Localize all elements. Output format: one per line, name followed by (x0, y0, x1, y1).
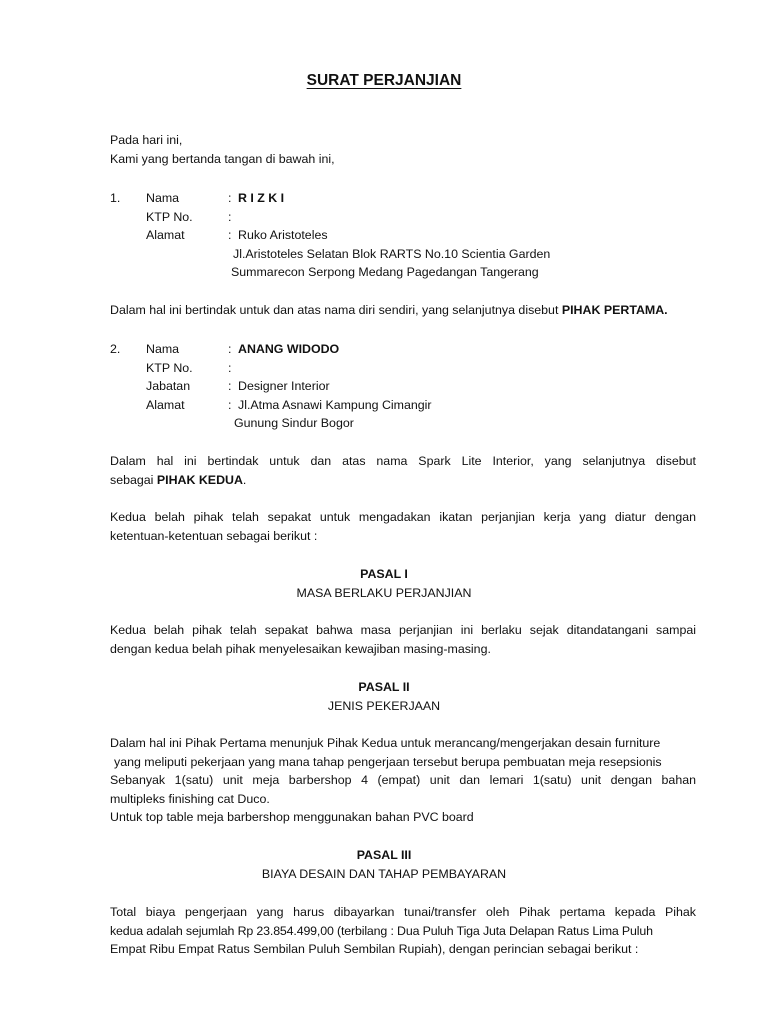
party-1-ktp-row (110, 208, 696, 227)
party-2-name-row (110, 340, 696, 359)
field-label: Alamat (146, 228, 185, 243)
intro-line: Kami yang bertanda tangan di bawah ini, (110, 151, 335, 166)
field-label: Nama (146, 191, 180, 205)
pasal-2-paragraph (110, 734, 696, 827)
party-number: 1. (110, 191, 121, 205)
party-2-role-prefix: sebagai (110, 472, 157, 487)
pasal-3-paragraph (110, 903, 696, 959)
party-2-address-line: Gunung Sindur Bogor (234, 416, 354, 431)
field-label: Jabatan (146, 379, 191, 394)
party-1-role-name: PIHAK PERTAMA. (561, 303, 668, 317)
field-colon: : (228, 342, 232, 356)
party-2-ktp-row (110, 359, 696, 378)
pasal-1-subheading: MASA BERLAKU PERJANJIAN (296, 586, 472, 600)
intro-line: Pada hari ini, (110, 133, 183, 147)
party-1-role (110, 301, 696, 320)
party-1-block (110, 189, 696, 282)
party-1-name-row (110, 189, 696, 208)
party-1-address-row (110, 226, 696, 245)
field-label: KTP No. (146, 360, 193, 375)
party-2-address-row (110, 396, 696, 415)
pasal-1-paragraph (110, 621, 696, 658)
party-2-block (110, 340, 696, 433)
paragraph-line: Dalam hal ini bertindak untuk dan atas nama Spark Lite Interior, yang selanjutnya disebut (110, 454, 696, 468)
paragraph-line: Untuk top table meja barbershop menggunakan bahan PVC board (110, 810, 474, 825)
party-2-position-value: Designer Interior (238, 379, 330, 394)
party-2-address-value: Jl.Atma Asnawi Kampung Cimangir (238, 397, 432, 412)
field-colon: : (228, 191, 232, 205)
party-1-address-line: Summarecon Serpong Medang Pagedangan Tangerang (231, 265, 539, 280)
paragraph-line: Kedua belah pihak telah sepakat untuk mengadakan ikatan perjanjian kerja yang diatur dengan (110, 510, 696, 524)
paragraph-line: yang meliputi pekerjaan yang mana tahap pengerjaan tersebut berupa pembuatan meja resepsionis (114, 754, 662, 769)
field-colon: : (228, 360, 232, 375)
field-label: Nama (146, 342, 180, 356)
pasal-1-heading: PASAL I (360, 567, 408, 581)
pasal-3-heading: PASAL III (356, 848, 412, 862)
party-1-name-value: R I Z K I (238, 191, 285, 205)
party-2-role (110, 452, 696, 489)
party-2-name-value: ANANG WIDODO (238, 342, 340, 356)
paragraph-line: ketentuan-ketentuan sebagai berikut : (110, 528, 318, 543)
agreement-paragraph (110, 508, 696, 545)
field-label: KTP No. (146, 209, 193, 224)
paragraph-line: Dalam hal ini Pihak Pertama menunjuk Pihak Kedua untuk merancang/mengerjakan desain furniture (110, 736, 661, 750)
paragraph-line: kedua adalah sejumlah Rp 23.854.499,00 (terbilang : Dua Puluh Tiga Juta Delapan Ratus Lima Puluh (110, 923, 653, 938)
field-colon: : (228, 379, 232, 394)
field-colon: : (228, 228, 232, 243)
pasal-2-subheading: JENIS PEKERJAAN (327, 699, 441, 713)
field-label: Alamat (146, 397, 185, 412)
paragraph-line: Empat Ribu Empat Ratus Sembilan Puluh Sembilan Rupiah), dengan perincian sebagai berikut : (110, 942, 639, 957)
pasal-3-subheading: BIAYA DESAIN DAN TAHAP PEMBAYARAN (261, 867, 507, 881)
paragraph-line: Total biaya pengerjaan yang harus dibayarkan tunai/transfer oleh Pihak pertama kepada Pihak (110, 905, 696, 919)
party-1-role-text: Dalam hal ini bertindak untuk dan atas nama diri sendiri, yang selanjutnya disebut (110, 303, 562, 317)
pasal-2-heading: PASAL II (358, 680, 410, 694)
party-number: 2. (110, 342, 121, 356)
party-2-role-suffix: . (242, 472, 247, 487)
party-1-address-line: Jl.Aristoteles Selatan Blok RARTS No.10 Scientia Garden (233, 246, 551, 261)
field-colon: : (228, 209, 232, 224)
party-2-position-row (110, 377, 696, 396)
paragraph-line: Kedua belah pihak telah sepakat bahwa masa perjanjian ini berlaku sejak ditandatangani sampai (110, 623, 696, 637)
paragraph-line: multipleks finishing cat Duco. (110, 791, 270, 806)
party-1-address-value: Ruko Aristoteles (238, 228, 328, 243)
field-colon: : (228, 397, 232, 412)
intro-block (110, 131, 696, 168)
party-2-role-name: PIHAK KEDUA (156, 472, 243, 487)
paragraph-line: dengan kedua belah pihak menyelesaikan kewajiban masing-masing. (110, 641, 491, 656)
paragraph-line: Sebanyak 1(satu) unit meja barbershop 4 (empat) unit dan lemari 1(satu) unit dengan bahan (110, 773, 696, 788)
document-title: SURAT PERJANJIAN (306, 72, 462, 89)
